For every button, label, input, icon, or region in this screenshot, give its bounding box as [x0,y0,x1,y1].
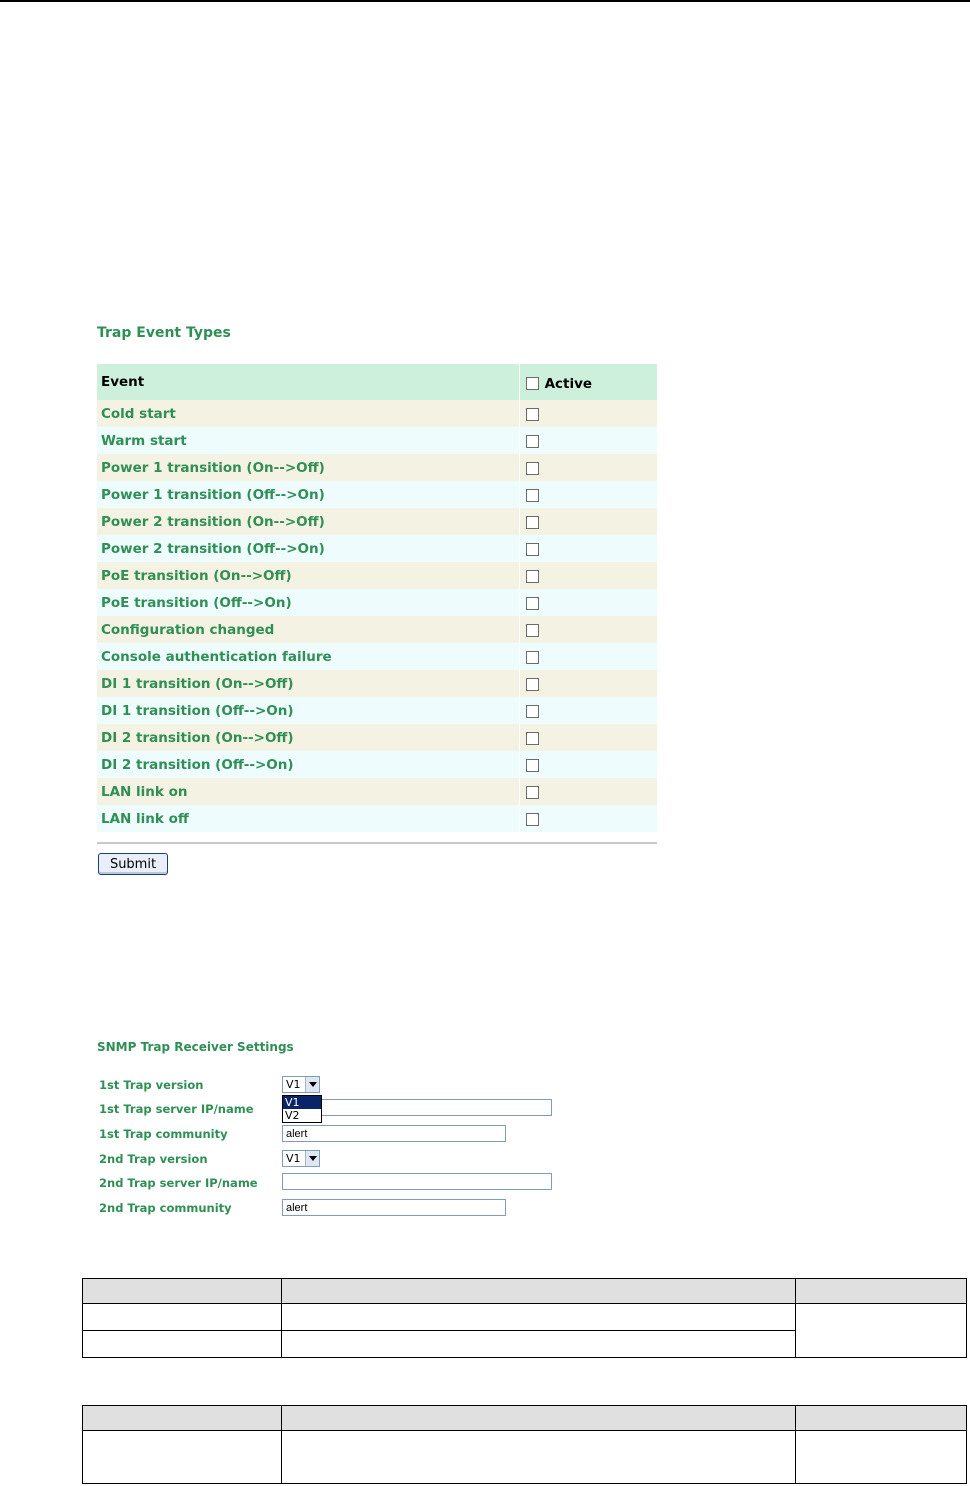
trap-event-active-checkbox[interactable] [526,651,539,664]
trap-event-label: PoE transition (On-->Off) [97,562,520,589]
trap-event-active-checkbox[interactable] [526,543,539,556]
trap-event-label: Cold start [97,400,520,427]
trap-event-active-checkbox[interactable] [526,489,539,502]
table-row [83,1431,967,1484]
trap-event-table [97,364,657,832]
trap-event-row [97,724,657,751]
table-header-cell [83,1406,282,1431]
trap2-community-label: 2nd Trap community [99,1201,232,1215]
trap-event-label: DI 2 transition (On-->Off) [97,724,520,751]
table-header-cell [282,1406,796,1431]
trap-event-active-cell [520,589,657,616]
chevron-down-icon[interactable] [305,1151,319,1166]
trap2-version-label: 2nd Trap version [99,1152,208,1166]
trap-event-active-checkbox[interactable] [526,408,539,421]
submit-button[interactable]: Submit [98,853,168,875]
dropdown-option-v1[interactable]: V1 [283,1096,321,1109]
trap-event-active-cell [520,454,657,481]
trap-event-active-checkbox[interactable] [526,570,539,583]
trap-event-label: PoE transition (Off-->On) [97,589,520,616]
trap-event-row [97,616,657,643]
trap-event-active-checkbox[interactable] [526,597,539,610]
table-header-cell [282,1279,796,1304]
trap-event-row [97,778,657,805]
table-cell [796,1304,967,1358]
trap2-community-input[interactable] [282,1199,506,1216]
trap1-community-input[interactable] [282,1125,506,1142]
setting-description-table-1 [82,1278,967,1358]
trap-event-label: Power 1 transition (On-->Off) [97,454,520,481]
table-header-cell [796,1406,967,1431]
trap2-server-label: 2nd Trap server IP/name [99,1176,258,1190]
trap1-community-label: 1st Trap community [99,1127,228,1141]
trap-event-active-cell [520,427,657,454]
trap1-version-label: 1st Trap version [99,1078,204,1092]
trap2-server-input[interactable] [282,1173,552,1190]
trap-event-label: DI 2 transition (Off-->On) [97,751,520,778]
trap-event-types-title: Trap Event Types [97,325,231,341]
trap-event-active-checkbox[interactable] [526,813,539,826]
trap-event-active-checkbox[interactable] [526,759,539,772]
trap-event-label: Power 2 transition (Off-->On) [97,535,520,562]
trap-event-active-checkbox[interactable] [526,435,539,448]
trap1-server-input[interactable] [282,1099,552,1116]
table-row [83,1304,967,1331]
trap-event-row [97,400,657,427]
chevron-down-icon[interactable] [305,1077,319,1092]
trap-event-row [97,805,657,832]
trap-event-active-checkbox[interactable] [526,786,539,799]
table-header-cell [83,1279,282,1304]
table-cell [282,1304,796,1331]
setting-description-table-2 [82,1405,967,1484]
trap-event-label: Warm start [97,427,520,454]
trap-event-row [97,454,657,481]
trap-event-row [97,751,657,778]
trap-event-label: DI 1 transition (On-->Off) [97,670,520,697]
trap2-version-value: V1 [286,1152,301,1165]
trap-event-label: Power 1 transition (Off-->On) [97,481,520,508]
trap-event-row [97,643,657,670]
trap-event-active-checkbox[interactable] [526,678,539,691]
trap-event-label: LAN link on [97,778,520,805]
trap-event-active-cell [520,562,657,589]
trap-event-active-cell [520,616,657,643]
trap-event-active-cell [520,697,657,724]
trap-event-label: Configuration changed [97,616,520,643]
table-cell [796,1431,967,1484]
snmp-trap-receiver-title: SNMP Trap Receiver Settings [97,1040,294,1054]
trap-event-label: Console authentication failure [97,643,520,670]
table-header-row [83,1279,967,1304]
trap-event-active-cell [520,481,657,508]
trap-event-active-cell [520,751,657,778]
active-header-label: Active [544,375,593,392]
trap-event-row [97,481,657,508]
trap-event-active-checkbox[interactable] [526,624,539,637]
trap1-version-select[interactable] [282,1076,320,1093]
table-cell [282,1431,796,1484]
table-cell [83,1431,282,1484]
trap-event-label: LAN link off [97,805,520,832]
trap-event-row [97,427,657,454]
table-header-cell [796,1279,967,1304]
trap-event-active-cell [520,643,657,670]
trap-event-row [97,562,657,589]
trap-event-row [97,670,657,697]
trap-table-divider [97,842,657,844]
trap-event-active-cell [520,400,657,427]
table-cell [83,1304,282,1331]
trap-event-row [97,697,657,724]
trap-event-active-cell [520,724,657,751]
trap1-version-value: V1 [286,1078,301,1091]
trap-event-active-cell [520,508,657,535]
trap2-version-select[interactable] [282,1150,320,1167]
trap-event-row [97,535,657,562]
trap-event-active-checkbox[interactable] [526,462,539,475]
trap-event-active-checkbox[interactable] [526,516,539,529]
select-all-checkbox[interactable] [526,377,539,390]
table-header-row [83,1406,967,1431]
trap-event-active-cell [520,670,657,697]
page-top-rule [0,0,970,2]
trap-event-label: DI 1 transition (Off-->On) [97,697,520,724]
trap-event-active-checkbox[interactable] [526,732,539,745]
trap-event-active-cell [520,805,657,832]
trap-table-header [97,364,657,400]
trap-event-active-cell [520,535,657,562]
trap1-version-dropdown[interactable] [282,1095,322,1123]
trap-event-row [97,589,657,616]
table-cell [282,1331,796,1358]
trap-event-active-checkbox[interactable] [526,705,539,718]
trap-event-row [97,508,657,535]
active-column-header [520,364,657,400]
trap-event-label: Power 2 transition (On-->Off) [97,508,520,535]
event-column-header: Event [97,364,520,400]
trap-event-active-cell [520,778,657,805]
dropdown-option-v2[interactable]: V2 [285,1109,300,1122]
table-cell [83,1331,282,1358]
trap1-server-label: 1st Trap server IP/name [99,1102,254,1116]
